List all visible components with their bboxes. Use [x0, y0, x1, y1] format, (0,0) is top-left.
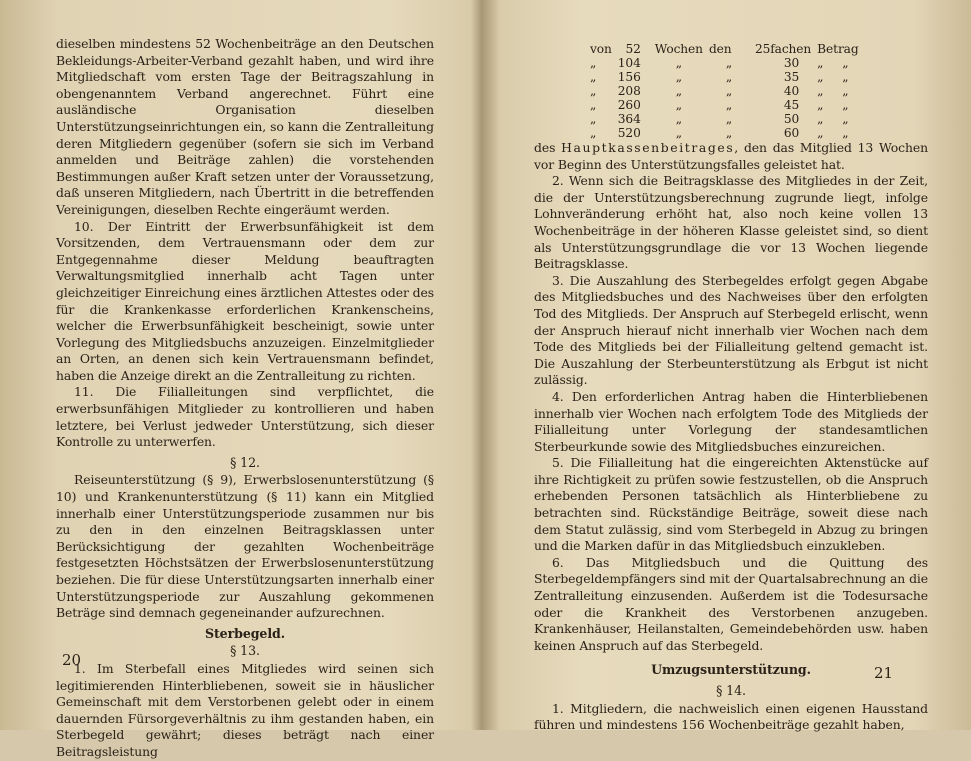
table-cell: 50 [783, 112, 800, 126]
paragraph-2: 2. Wenn sich die Beitragsklasse des Mitgliedes in der Zeit, die der Unterstützungsberechnung zugrunde liegt, infolge Lohnveränderung erhöht hat, also noch keine vollen 13 Wochenbeiträge in der höheren Klasse geleistet sind, so dient als Unterstützungsgrundlage die vor 13 Wochen liegende Beitragsklasse. [534, 173, 928, 272]
table-cell: „ [675, 70, 682, 84]
sterbegeld-table [590, 42, 865, 140]
ditto-mark: „ [817, 98, 824, 112]
paragraph-6: 6. Das Mitgliedsbuch und die Quittung des Sterbegeldempfängers sind mit der Quartalsabrechnung an die Zentralleitung einzusenden. Außerdem ist die Todesursache oder die Krankheit des Verstorbenen anzugeben. Krankenhäuser, Heilanstalten, Gemeindebehörden usw. haben keinen Anspruch auf das Sterbegeld. [534, 554, 928, 653]
table-cell: 25fachen [754, 42, 812, 56]
table-cell: „ [725, 70, 733, 84]
table-cell [817, 56, 864, 70]
right-page-text [534, 42, 928, 734]
paragraph-continuation: dieselben mindestens 52 Wochenbeiträge an den Deutschen Bekleidungs-Arbeiter-Verband gezahlt haben, und wird ihre Mitgliedschaft vom ersten Tage der Beitragszahlung in obengenanntem Verband angerechnet. Führt eine ausländische Organisation dieselben Unterstützungseinrichtungen ein, so kann die Zentralleitung deren Mitgliedern gegenüber (sofern sie sich im Verband anmelden und Beiträge zahlen) die vorstehenden Bestimmungen außer Kraft setzen unter der Voraussetzung, daß unseren Mitgliedern, nach Übertritt in die betreffenden Vereinigungen, dieselben Rechte eingeräumt werden. [56, 36, 434, 217]
table-cell: Betrag [817, 42, 859, 56]
table-cell: „ [675, 112, 682, 126]
table-row [590, 70, 865, 84]
left-page-text [56, 36, 434, 761]
table-cell: den [708, 42, 732, 56]
table-row [590, 84, 865, 98]
ditto-mark: „ [817, 56, 824, 70]
table-cell: 35 [783, 70, 800, 84]
table-cell: Wochen [654, 42, 703, 56]
right-page [486, 0, 971, 733]
paragraph-11: 11. Die Filialleitungen sind verpflichtet, die erwerbsunfähigen Mitglieder zu kontrollieren und haben letztere, bei Verlust jedweder Unterstützung, sich dieser Kontrolle zu unterwerfen. [56, 384, 434, 450]
table-cell: 30 [783, 56, 800, 70]
page-number-left: 20 [62, 651, 82, 669]
ditto-mark: „ [817, 84, 824, 98]
table-cell: „ [590, 84, 597, 98]
table-cell: „ [590, 98, 597, 112]
table-cell: „ [590, 56, 597, 70]
paragraph-3: 3. Die Auszahlung des Sterbegeldes erfolgt gegen Abgabe des Mitgliedsbuches und des Nachweises über den erfolgten Tod des Mitglieds. Der Anspruch auf Sterbegeld erlischt, wenn der Anspruch hierauf nicht innerhalb vier Wochen nach dem Tode des Mitglieds bei der Filialleitung geltend gemacht ist. Die Auszahlung der Sterbeunterstützung als Erbgut ist nicht zulässig. [534, 272, 928, 388]
table-cell: „ [675, 98, 682, 112]
umzug-heading: Umzugsunterstützung. [651, 662, 811, 678]
sterbegeld-heading: Sterbegeld. [204, 625, 286, 641]
ditto-mark: „ [842, 56, 849, 70]
after-table-text [534, 140, 928, 173]
table-cell: „ [675, 84, 682, 98]
section-13-text: 1. Im Sterbefall eines Mitgliedes wird seinen sich legitimierenden Hinterbliebenen, soweit sie in häuslicher Gemeinschaft mit dem Verstorbenen gelebt oder in einem dauernden Fürsorgeverhältnis zu ihm gestanden haben, ein Sterbegeld gewährt; dieses beträgt nach einer Beitragsleistung [56, 660, 434, 759]
ditto-mark: „ [842, 98, 849, 112]
table-header-row [590, 42, 865, 56]
table-cell: „ [725, 126, 733, 140]
ditto-mark: „ [842, 126, 849, 140]
table-cell: 104 [617, 56, 641, 70]
paragraph-5: 5. Die Filialleitung hat die eingereichten Aktenstücke auf ihre Richtigkeit zu prüfen sowie festzustellen, ob die Anspruch erhebenden Personen tatsächlich als Hinterbliebene zu betrachten sind. Rückständige Beiträge, soweit diese nach dem Statut zulässig, sind vom Sterbegeld in Abzug zu bringen und die Marken dafür in das Mitgliedsbuch einzukleben. [534, 455, 928, 554]
table-cell: 364 [617, 112, 641, 126]
table-cell: 45 [783, 98, 800, 112]
table-cell: 60 [783, 126, 800, 140]
table-cell: von [590, 42, 612, 56]
ditto-mark: „ [842, 70, 849, 84]
section-14-text: 1. Mitgliedern, die nachweislich einen eigenen Hausstand führen und mindestens 156 Wochenbeiträge gezahlt haben, [534, 700, 928, 733]
after-table-prefix: des [534, 140, 556, 155]
section-13-heading: § 13. [230, 643, 260, 659]
section-14-heading: § 14. [716, 683, 746, 698]
table-row [590, 126, 865, 140]
table-row [590, 56, 865, 70]
ditto-mark: „ [817, 112, 824, 126]
table-cell [817, 70, 864, 84]
table-row [590, 98, 865, 112]
table-cell: 208 [617, 84, 641, 98]
table-cell [817, 126, 864, 140]
table-cell: „ [590, 70, 597, 84]
table-cell: 40 [783, 84, 800, 98]
table-cell: „ [675, 126, 682, 140]
table-cell: 260 [617, 98, 641, 112]
ditto-mark: „ [842, 84, 849, 98]
table-cell: 156 [617, 70, 641, 84]
table-cell: 52 [625, 42, 641, 56]
table-cell [817, 84, 864, 98]
table-cell [817, 112, 864, 126]
table-cell: „ [725, 56, 733, 70]
page-number-right: 21 [874, 664, 894, 682]
table-cell: „ [590, 126, 597, 140]
table-cell: „ [725, 112, 733, 126]
table-cell: „ [725, 98, 733, 112]
spaced-word: Hauptkassenbeitrages [561, 140, 735, 155]
table-cell: „ [725, 84, 733, 98]
table-cell: „ [675, 56, 682, 70]
section-12-text: Reiseunterstützung (§ 9), Erwerbslosenunterstützung (§ 10) und Krankenunterstützung (§ 11) kann ein Mitglied innerhalb einer Unterstützungsperiode zusammen nur bis zu den in den einzelnen Beitragsklassen unter Berücksichtigung der gezahlten Wochenbeiträge festgesetzten Höchstsätzen der Erwerbslosenunterstützung beziehen. Die für diese Unterstützungsarten innerhalb einer Unterstützungsperiode zur Auszahlung gekommenen Beträge sind demnach gegeneinander aufzurechnen. [56, 472, 434, 621]
table-cell: 520 [617, 126, 641, 140]
section-12-heading: § 12. [230, 454, 260, 470]
table-row [590, 112, 865, 126]
table-cell: „ [590, 112, 597, 126]
left-page [0, 0, 486, 759]
after-table-rest: , den das Mitglied 13 Wochen vor Beginn des Unterstützungsfalles geleistet hat. [534, 140, 928, 172]
ditto-mark: „ [817, 70, 824, 84]
paragraph-10: 10. Der Eintritt der Erwerbsunfähigkeit ist dem Vorsitzenden, dem Vertrauensmann oder dem zur Entgegennahme dieser Meldung beauftragten Verwaltungsmitglied innerhalb acht Tagen unter gleichzeitiger Einreichung eines ärztlichen Attestes oder des für die Krankenkasse erforderlichen Krankenscheins, welcher die Erwerbsunfähigkeit bescheinigt, sowie unter Vorlegung des Mitgliedsbuchs anzuzeigen. Einzelmitglieder an Orten, an denen sich kein Vertrauensmann befindet, haben die Anzeige direkt an die Zentralleitung zu richten. [56, 218, 434, 383]
ditto-mark: „ [842, 112, 849, 126]
table-cell [817, 98, 864, 112]
ditto-mark: „ [817, 126, 824, 140]
paragraph-4: 4. Den erforderlichen Antrag haben die Hinterbliebenen innerhalb vier Wochen nach erfolgtem Tode des Mitglieds der Filialleitung unter Vorlegung der standesamtlichen Sterbeurkunde sowie des Mitgliedsbuches einzureichen. [534, 388, 928, 454]
